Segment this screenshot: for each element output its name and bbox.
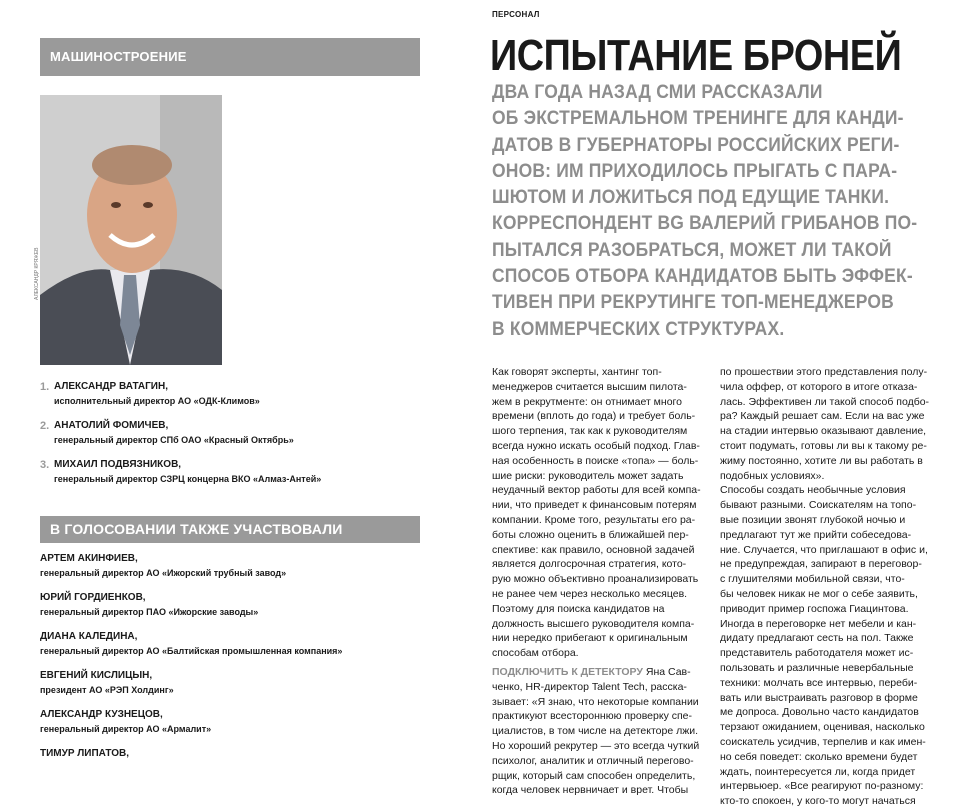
- participant-item: [40, 552, 286, 580]
- text-line: кто-то спокоен, у кого-то могут начаться: [720, 795, 916, 808]
- text-line: времени (вплоть до года) и требует боль-: [492, 410, 696, 423]
- text-line: бы человек никак не мог о себе заявить,: [720, 587, 918, 600]
- text-line: зывает: «Я знаю, что некоторые компании: [492, 695, 699, 708]
- lead-line: ШЮТОМ И ЛОЖИТЬСЯ ПОД ЕДУЩИЕ ТАНКИ.: [492, 187, 890, 209]
- person-name: ТИМУР ЛИПАТОВ,: [40, 748, 130, 759]
- text-line: Иногда в переговорке нет мебели и кан-: [720, 617, 917, 630]
- text-line: ПОДКЛЮЧИТЬ К ДЕТЕКТОРУ Яна Сав-: [492, 665, 691, 678]
- text-line: рщик, который сам способен определить,: [492, 769, 696, 782]
- text-line: подобных условиях».: [720, 469, 825, 482]
- lead-line: ОНОВ: ИМ ПРИХОДИЛОСЬ ПРЫГАТЬ С ПАРА-: [492, 160, 898, 182]
- text-line: ме допроса. Довольно часто кандидатов: [720, 706, 919, 719]
- text-line: является долгосрочная стратегия, кото-: [492, 558, 687, 571]
- lead-line: СПОСОБ ОТБОРА КАНДИДАТОВ БЫТЬ ЭФФЕК-: [492, 266, 913, 288]
- portrait-illustration: [40, 95, 222, 365]
- person-position: генеральный директор СПб ОАО «Красный Октябрь»: [54, 435, 294, 445]
- text-line: ра? Каждый решает сам. Если на вас уже: [720, 410, 925, 423]
- article-lead: [492, 80, 932, 343]
- participant-item: [40, 747, 129, 761]
- portrait-photo: [40, 95, 222, 365]
- person-position: президент АО «РЭП Холдинг»: [40, 685, 174, 695]
- lead-line: В КОММЕРЧЕСКИХ СТРУКТУРАХ.: [492, 318, 785, 340]
- text-line: жем в рекрутменте: он отнимает много: [492, 395, 682, 408]
- text-line: шие риски: руководитель может задать: [492, 469, 684, 482]
- text-line: по прошествии этого представления полу-: [720, 366, 928, 378]
- participant-item: [40, 630, 342, 658]
- text-line: ждать, поинтересуется ли, когда придет: [720, 765, 916, 778]
- text-line: ченко, HR-директор Talent Tech, расска-: [492, 680, 687, 693]
- text-line: Как говорят эксперты, хантинг топ-: [492, 366, 662, 378]
- person-position: генеральный директор СЗРЦ концерна ВКО «Алмаз-Антей»: [54, 474, 322, 484]
- text-line: боты сложно оценить в ближайшей пер-: [492, 528, 689, 541]
- text-line: не ранее чем через несколько месяцев.: [492, 587, 688, 600]
- text-line: интервьюер. «Все реагируют по-разному:: [720, 780, 924, 793]
- text-line: но себя поведет: сколько времени будет: [720, 750, 918, 763]
- person-position: генеральный директор АО «Ижорский трубный завод»: [40, 568, 287, 578]
- text-line: техники: молчать все интервью, переби-: [720, 676, 918, 689]
- text-line: жиму постоянно, хотите ли вы работать в: [720, 454, 923, 467]
- text-line: ная особенность в поиске «топа» — боль-: [492, 454, 699, 467]
- text-line: терзают ожиданием, оценивая, насколько: [720, 721, 925, 734]
- person-name: АНАТОЛИЙ ФОМИЧЕВ,: [54, 420, 169, 431]
- article-column-1: [492, 365, 710, 798]
- text-line: психолог, аналитик и отличный перегово-: [492, 754, 694, 767]
- text-line: спективе: как правило, основной задачей: [492, 543, 695, 556]
- text-line: должность высшего руководителя компа-: [492, 617, 695, 630]
- person-position: генеральный директор ПАО «Ижорские заводы»: [40, 607, 259, 617]
- rank-number: 3.: [40, 459, 50, 471]
- text-line: представитель работодателя может ис-: [720, 647, 914, 660]
- text-line: на стадии интервью оказывают давление,: [720, 425, 927, 438]
- text-line: вые позиции звонят глубокой ночью и: [720, 513, 906, 526]
- text-line: ние. Случается, что приглашают в офис и,: [720, 543, 928, 556]
- text-line: неудачный вектор работы для всей компа-: [492, 484, 701, 497]
- rank-number: 2.: [40, 420, 50, 432]
- text-line: вать или выстраивать разговор в форме: [720, 691, 918, 704]
- person-position: генеральный директор АО «Армалит»: [40, 724, 212, 734]
- subheading: ПОДКЛЮЧИТЬ К ДЕТЕКТОРУ: [492, 665, 646, 678]
- photo-credit: АЛЕКСАНДР КРЯЖЕВ: [34, 247, 40, 300]
- text-line: когда человек нервничает и врет. Чтобы: [492, 784, 689, 797]
- text-line: практикуют всестороннюю проверку спе-: [492, 710, 693, 723]
- text-line: рую можно объективно проанализировать: [492, 573, 699, 586]
- person-name: ЕВГЕНИЙ КИСЛИЦЫН,: [40, 670, 153, 681]
- text-line: нии нередко прибегают к оригинальным: [492, 632, 688, 645]
- lead-line: ОБ ЭКСТРЕМАЛЬНОМ ТРЕНИНГЕ ДЛЯ КАНДИ-: [492, 108, 904, 130]
- person-position: исполнительный директор АО «ОДК-Климов»: [54, 396, 260, 406]
- person-name: АЛЕКСАНДР ВАТАГИН,: [54, 381, 168, 392]
- person-name: ДИАНА КАЛЕДИНА,: [40, 631, 138, 642]
- section-label: ПЕРСОНАЛ: [492, 10, 540, 19]
- rank-number: 1.: [40, 381, 50, 393]
- text-line: не предупреждая, запирают в переговор-: [720, 558, 922, 571]
- text-line: стоит подумать, готовы ли вы к такому ре-: [720, 439, 927, 452]
- person-name: АРТЕМ АКИНФИЕВ,: [40, 553, 138, 564]
- participant-item: [40, 591, 258, 619]
- text-line: нии, что приведет к финансовым потерям: [492, 499, 697, 512]
- section-banner-voting: В ГОЛОСОВАНИИ ТАКЖЕ УЧАСТВОВАЛИ: [40, 516, 420, 543]
- text-line: приводит пример госпожа Гиацинтова.: [720, 602, 909, 615]
- text-line: чила оффер, от которого в итоге отказа-: [720, 380, 918, 393]
- person-name: МИХАИЛ ПОДВЯЗНИКОВ,: [54, 459, 182, 470]
- text-line: дидату предлагают сесть на пол. Также: [720, 632, 914, 645]
- article-column-2: [720, 365, 932, 809]
- article-headline: ИСПЫТАНИЕ БРОНЕЙ: [490, 31, 902, 80]
- participant-item: [40, 708, 211, 736]
- text-line: компании. Кроме того, результаты его ра-: [492, 513, 696, 526]
- text-line: шого терпения, так как к руководителям: [492, 425, 688, 438]
- text-line: циалистов, в том числе на детекторе лжи.: [492, 725, 699, 738]
- section-banner-machinery: МАШИНОСТРОЕНИЕ: [40, 38, 420, 76]
- person-position: генеральный директор АО «Балтийская промышленная компания»: [40, 646, 343, 656]
- text-line: способам отбора.: [492, 647, 579, 660]
- lead-line: КОРРЕСПОНДЕНТ BG ВАЛЕРИЙ ГРИБАНОВ ПО-: [492, 213, 918, 235]
- lead-line: ДАТОВ В ГУБЕРНАТОРЫ РОССИЙСКИХ РЕГИ-: [492, 134, 900, 156]
- text-line: с глушителями мобильной связи, что-: [720, 573, 905, 586]
- person-name: ЮРИЙ ГОРДИЕНКОВ,: [40, 592, 146, 603]
- lead-line: ТИВЕН ПРИ РЕКРУТИНГЕ ТОП-МЕНЕДЖЕРОВ: [492, 292, 894, 314]
- lead-line: ПЫТАЛСЯ РАЗОБРАТЬСЯ, МОЖЕТ ЛИ ТАКОЙ: [492, 239, 892, 261]
- text-line: соискатель усидчив, терпелив и как имен-: [720, 735, 926, 748]
- text-line: лась. Эффективен ли такой способ подбо-: [720, 395, 930, 408]
- text-line: предлагают тут же прийти собеседова-: [720, 528, 912, 541]
- text-line: Но хороший рекрутер — это всегда чуткий: [492, 739, 700, 752]
- text-line: всегда нужно искать особый подход. Глав-: [492, 439, 700, 452]
- lead-line: ДВА ГОДА НАЗАД СМИ РАССКАЗАЛИ: [492, 82, 823, 103]
- text-line: Поэтому для поиска кандидатов на: [492, 602, 665, 615]
- text-line: пользовать и различные невербальные: [720, 661, 914, 674]
- participant-item: [40, 669, 174, 697]
- text-line: бывают разными. Соискателям на топо-: [720, 499, 917, 512]
- text-line: Способы создать необычные условия: [720, 484, 906, 497]
- person-name: АЛЕКСАНДР КУЗНЕЦОВ,: [40, 709, 163, 720]
- text-line: менеджеров считается высшим пилота-: [492, 380, 687, 393]
